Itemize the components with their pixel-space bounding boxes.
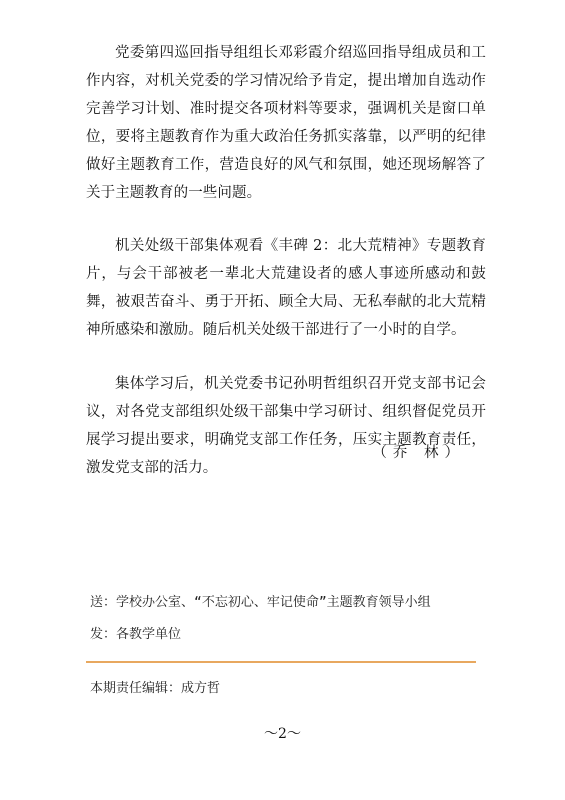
page-number: ～2～ <box>264 726 301 742</box>
article-paragraph: 机关处级干部集体观看《丰碑 2：北大荒精神》专题教育片，与会干部被老一辈北大荒建设者的感人事迹所感动和鼓舞，被艰苦奋斗、勇于开拓、顾全大局、无私奉献的北大荒精神所感染和激励。随后机关处级干部进行了一小时的自学。 <box>86 238 486 338</box>
article-paragraph: 党委第四巡回指导组组长邓彩霞介绍巡回指导组成员和工作内容，对机关党委的学习情况给予肯定，提出增加自选动作完善学习计划、准时提交各项材料等要求，强调机关是窗口单位，要将主题教育作为重大政治任务抓实落靠，以严明的纪律做好主题教育工作，营造良好的风气和氛围，她还现场解答了关于主题教育的一些问题。 <box>86 45 486 201</box>
footer-divider <box>86 661 476 663</box>
article-author: （乔 林） <box>372 445 465 461</box>
article-paragraph: 集体学习后，机关党委书记孙明哲组织召开党支部书记会议，对各党支部组织处级干部集中学习研讨、组织督促党员开展学习提出要求，明确党支部工作任务，压实主题教育责任，激发党支部的活力。 <box>86 376 486 476</box>
send-to-line: 送：学校办公室、“不忘初心、牢记使命”主题教育领导小组 <box>90 595 431 610</box>
distribute-to-line: 发：各教学单位 <box>90 627 182 642</box>
responsible-editor: 本期责任编辑：成方哲 <box>90 681 221 696</box>
